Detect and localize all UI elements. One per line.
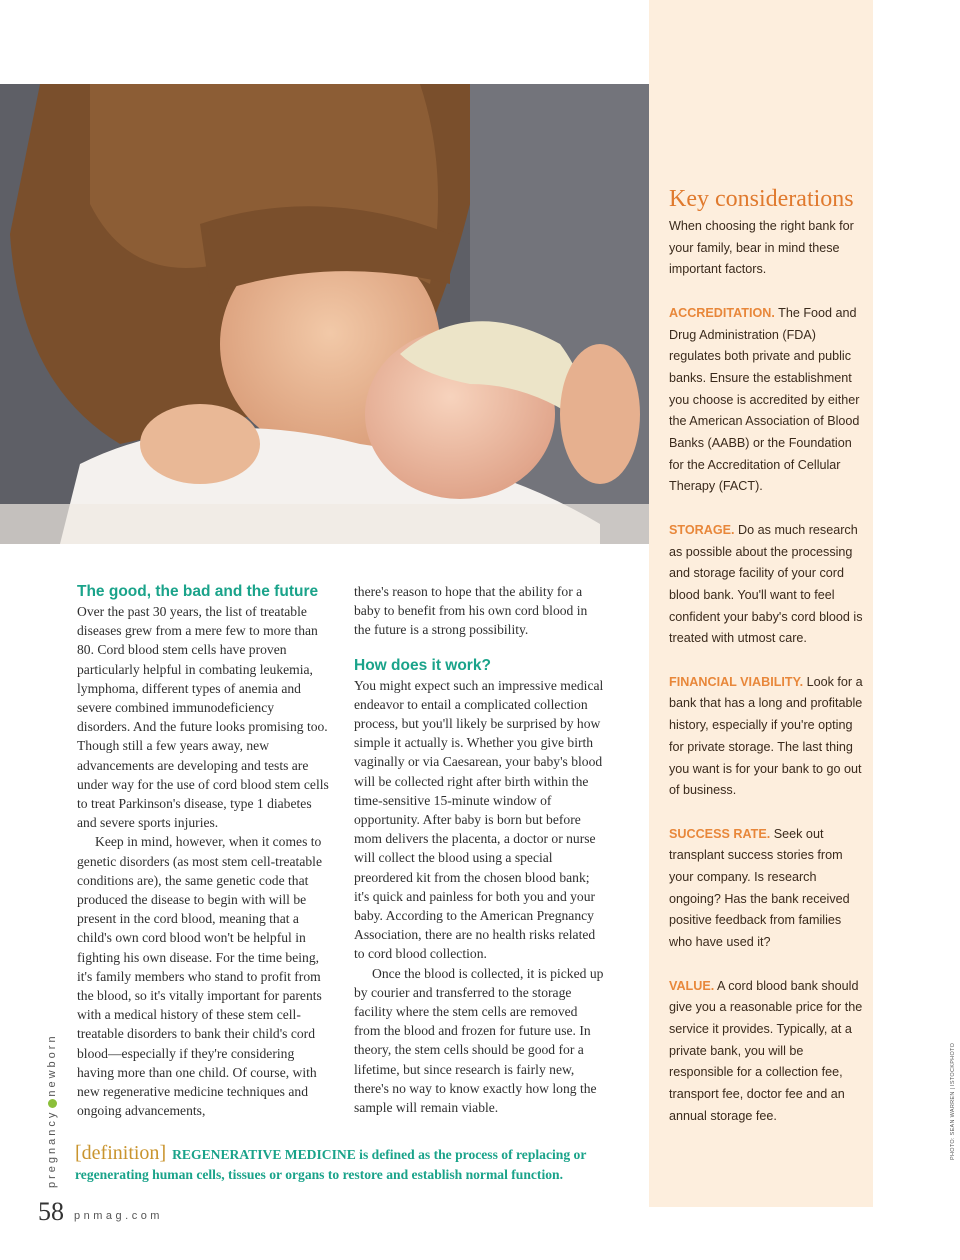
article-column-2: [354, 582, 606, 1117]
article-paragraph: Once the blood is collected, it is picked up by courier and transferred to the storage facility where the stem cells are removed from the blood and frozen for future use. In theory, the stem cells should be good for a lifetime, but since research is fairly new, there's no way to know exactly how long the sample will remain viable.: [354, 965, 604, 1116]
sidebar-item-heading: SUCCESS RATE.: [669, 826, 771, 841]
sidebar-item-text: The Food and Drug Administration (FDA) regulates both private and public banks. Ensure the establishment you choose is accredited by either the American Association of Blood Banks (AABB) or the Foundation for the Accreditation of Cellular Therapy (FACT).: [669, 305, 860, 494]
section-heading-good-bad-future: The good, the bad and the future: [77, 583, 319, 600]
sidebar-item-text: Seek out transplant success stories from your company. Is research ongoing? Has the bank received positive feedback from families who have used it?: [669, 826, 850, 950]
sidebar-item-success: [669, 824, 865, 954]
sidebar-item-heading: VALUE.: [669, 978, 715, 993]
sidebar-item-heading: STORAGE.: [669, 522, 735, 537]
sidebar-item-accreditation: [669, 303, 865, 498]
hero-photo: [0, 84, 649, 544]
sidebar-title: Key considerations: [669, 186, 854, 212]
definition-tag-label: definition: [81, 1142, 160, 1164]
article-paragraph: Keep in mind, however, when it comes to genetic disorders (as most stem cell-treatable conditions are), the same genetic code that produced the disease to begin with will be present in the cord blood, meaning that a child's own cord blood won't be helpful in fighting his own disease. For the time being, it's family members who stand to profit from the blood, so it's vitally important for parents with a medical history of these stem cell-treatable disorders to bank their child's cord blood—especially if they're considering having more than one child. Of course, with new regenerative medicine techniques and ongoing advancements,: [77, 834, 322, 1119]
photo-illustration: [0, 84, 649, 544]
brand-left: pregnancy: [46, 1109, 58, 1188]
definition-tag: [definition]: [75, 1142, 167, 1164]
definition-term: REGENERATIVE MEDICINE: [172, 1147, 356, 1162]
definition-text: is defined as the process of replacing or regenerating human cells, tissues or organs to restore and establish normal function.: [75, 1147, 587, 1182]
brand-right: newborn: [46, 1033, 58, 1097]
article-paragraph: Over the past 30 years, the list of treatable diseases grew from a mere few to more than 80. Cord blood stem cells have proven particularly helpful in combating leukemia, lymphoma, different types of anemia and severe combined immunodeficiency disorders. And the future looks promising too. Though still a few years away, new advancements are developing and tests are under way for the use of cord blood stem cells to treat Parkinson's disease, type 1 diabetes and severe sports injuries.: [77, 604, 329, 831]
article-paragraph: there's reason to hope that the ability for a baby to benefit from his own cord blood in the future is a strong possibility.: [354, 584, 588, 638]
photo-credit: PHOTO: SEAN WARREN | ISTOCKPHOTO: [950, 1042, 956, 1160]
sidebar-item-value: [669, 976, 865, 1128]
definition-callout: [75, 1143, 635, 1185]
brand-vertical: [46, 1033, 58, 1188]
sidebar-item-heading: FINANCIAL VIABILITY.: [669, 674, 804, 689]
sidebar-intro: When choosing the right bank for your family, bear in mind these important factors.: [669, 219, 854, 277]
sidebar-item-financial: [669, 672, 865, 802]
sidebar-item-text: Look for a bank that has a long and profitable history, especially if you're opting for private storage. The last thing you want is for your bank to go out of business.: [669, 674, 863, 798]
article-column-1: [77, 582, 329, 1120]
brand-dot-icon: [48, 1099, 57, 1108]
section-heading-how-it-works: How does it work?: [354, 656, 491, 674]
sidebar-panel: [649, 0, 873, 1207]
sidebar-content: [669, 184, 865, 1127]
sidebar-item-heading: ACCREDITATION.: [669, 305, 775, 320]
site-url: pnmag.com: [74, 1210, 163, 1222]
sidebar-item-storage: [669, 520, 865, 650]
sidebar-item-text: A cord blood bank should give you a reasonable price for the service it provides. Typically, at a private bank, you will be responsible for a collection fee, transport fee, doctor fee and an annual storage fee.: [669, 978, 863, 1123]
sidebar-item-text: Do as much research as possible about the processing and storage facility of your cord blood bank. You'll want to feel confident your baby's cord blood is treated with utmost care.: [669, 522, 863, 646]
page-number: 58: [38, 1197, 64, 1226]
article-paragraph: You might expect such an impressive medical endeavor to entail a complicated collection process, but you'll likely be surprised by how simple it actually is. Whether you give birth vaginally or via Caesarean, your baby's blood will be collected right after birth within the time-sensitive 15-minute window of opportunity. After baby is born but before mom delivers the placenta, a doctor or nurse will collect the blood using a special preordered kit from the chosen blood bank; it's quick and painless for both you and your baby. According to the American Pregnancy Association, there are no health risks related to cord blood collection.: [354, 677, 604, 962]
